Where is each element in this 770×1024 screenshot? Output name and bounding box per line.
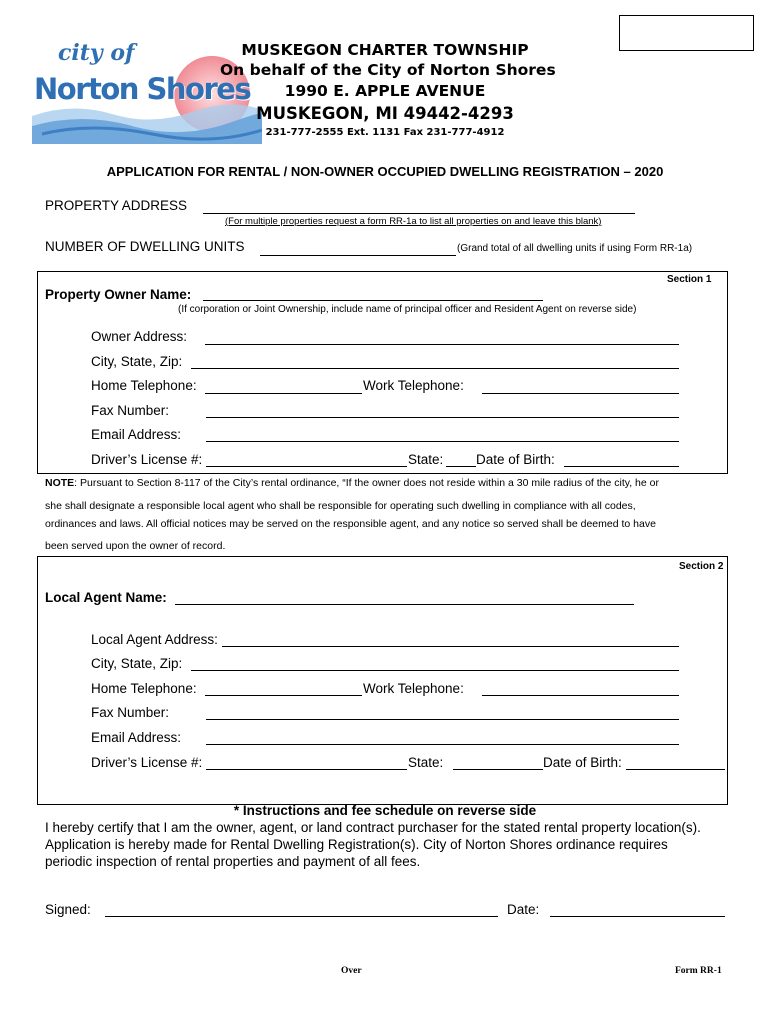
owner-name-field[interactable]	[203, 300, 543, 301]
note-text-1: : Pursuant to Section 8-117 of the City’s rental ordinance, “If the owner does not reside within a 30 mile radius of the city, he or	[74, 477, 659, 489]
agent-work-phone-label: Work Telephone:	[363, 681, 464, 696]
header-line-4: MUSKEGON, MI 49442-4293	[256, 104, 514, 123]
signature-field[interactable]	[105, 916, 498, 917]
note-line-4: been served upon the owner of record.	[45, 540, 226, 552]
agent-work-phone-field[interactable]	[482, 695, 679, 696]
owner-work-phone-field[interactable]	[482, 393, 679, 394]
agent-dob-field[interactable]	[626, 769, 725, 770]
header-line-3: 1990 E. APPLE AVENUE	[284, 82, 486, 100]
agent-name-field[interactable]	[175, 604, 634, 605]
owner-work-phone-label: Work Telephone:	[363, 378, 464, 393]
date-field[interactable]	[550, 916, 725, 917]
footer-form-id: Form RR-1	[675, 966, 722, 976]
dwelling-units-label: NUMBER OF DWELLING UNITS	[45, 239, 245, 254]
property-address-note: (For multiple properties request a form RR-1a to list all properties on and leave this blank)	[225, 216, 602, 227]
header-line-2: On behalf of the City of Norton Shores	[220, 61, 556, 79]
agent-home-phone-label: Home Telephone:	[91, 681, 197, 696]
owner-state-label: State:	[408, 452, 444, 467]
note-line-2: she shall designate a responsible local agent who shall be responsible for operating such dwelling in compliance with all codes,	[45, 500, 636, 512]
note-label: NOTE	[45, 477, 75, 489]
owner-state-field[interactable]	[446, 466, 476, 467]
agent-state-field[interactable]	[453, 769, 543, 770]
agent-license-label: Driver’s License #:	[91, 755, 203, 770]
owner-fax-field[interactable]	[206, 417, 679, 418]
agent-email-label: Email Address:	[91, 730, 182, 745]
instructions-note: * Instructions and fee schedule on reverse side	[233, 803, 537, 818]
owner-home-phone-label: Home Telephone:	[91, 378, 197, 393]
owner-email-label: Email Address:	[91, 427, 182, 442]
owner-fax-label: Fax Number:	[91, 403, 170, 418]
logo-city-of: city of	[58, 40, 135, 66]
agent-email-field[interactable]	[206, 744, 679, 745]
owner-address-field[interactable]	[205, 344, 679, 345]
owner-home-phone-field[interactable]	[205, 393, 362, 394]
note-line-1	[45, 477, 659, 489]
agent-home-phone-field[interactable]	[205, 695, 362, 696]
owner-name-label: Property Owner Name:	[45, 287, 192, 302]
owner-city-field[interactable]	[191, 368, 679, 369]
dwelling-units-field[interactable]	[260, 255, 456, 256]
owner-email-field[interactable]	[206, 441, 679, 442]
logo-name: Norton Shores	[34, 72, 251, 106]
header-phones: 231-777-2555 Ext. 1131 Fax 231-777-4912	[265, 127, 505, 138]
section-2-heading: Section 2	[679, 561, 724, 572]
agent-state-label: State:	[408, 755, 444, 770]
certification-line-2: Application is hereby made for Rental Dwelling Registration(s). City of Norton Shores ordinance requires	[45, 837, 668, 852]
office-use-box	[619, 15, 754, 51]
signed-label: Signed:	[45, 902, 91, 917]
owner-address-label: Owner Address:	[91, 329, 188, 344]
owner-name-note: (If corporation or Joint Ownership, include name of principal officer and Resident Agent on reverse side)	[178, 304, 637, 315]
agent-license-field[interactable]	[206, 769, 407, 770]
note-line-3: ordinances and laws. All official notices may be served on the responsible agent, and any notice so served shall be deemed to have	[45, 518, 656, 530]
property-address-label: PROPERTY ADDRESS	[45, 198, 188, 213]
agent-dob-label: Date of Birth:	[543, 755, 622, 770]
agent-address-field[interactable]	[222, 646, 679, 647]
agent-city-field[interactable]	[191, 670, 679, 671]
footer-over: Over	[341, 966, 362, 976]
owner-license-field[interactable]	[206, 466, 407, 467]
property-address-field[interactable]	[203, 213, 635, 214]
owner-dob-field[interactable]	[564, 466, 679, 467]
owner-city-label: City, State, Zip:	[91, 354, 183, 369]
dwelling-units-note: (Grand total of all dwelling units if using Form RR-1a)	[457, 243, 693, 254]
certification-line-1: I hereby certify that I am the owner, agent, or land contract purchaser for the stated rental property location(s).	[45, 820, 701, 835]
certification-line-3: periodic inspection of rental properties and payment of all fees.	[45, 854, 421, 869]
agent-fax-field[interactable]	[206, 719, 679, 720]
agent-fax-label: Fax Number:	[91, 705, 170, 720]
owner-license-label: Driver’s License #:	[91, 452, 203, 467]
form-title: APPLICATION FOR RENTAL / NON-OWNER OCCUPIED DWELLING REGISTRATION – 2020	[106, 164, 664, 179]
agent-name-label: Local Agent Name:	[45, 590, 167, 605]
agent-address-label: Local Agent Address:	[91, 632, 218, 647]
date-label: Date:	[507, 902, 540, 917]
owner-dob-label: Date of Birth:	[476, 452, 555, 467]
section-1-heading: Section 1	[667, 274, 712, 285]
header-line-1: MUSKEGON CHARTER TOWNSHIP	[241, 41, 529, 59]
agent-city-label: City, State, Zip:	[91, 656, 183, 671]
